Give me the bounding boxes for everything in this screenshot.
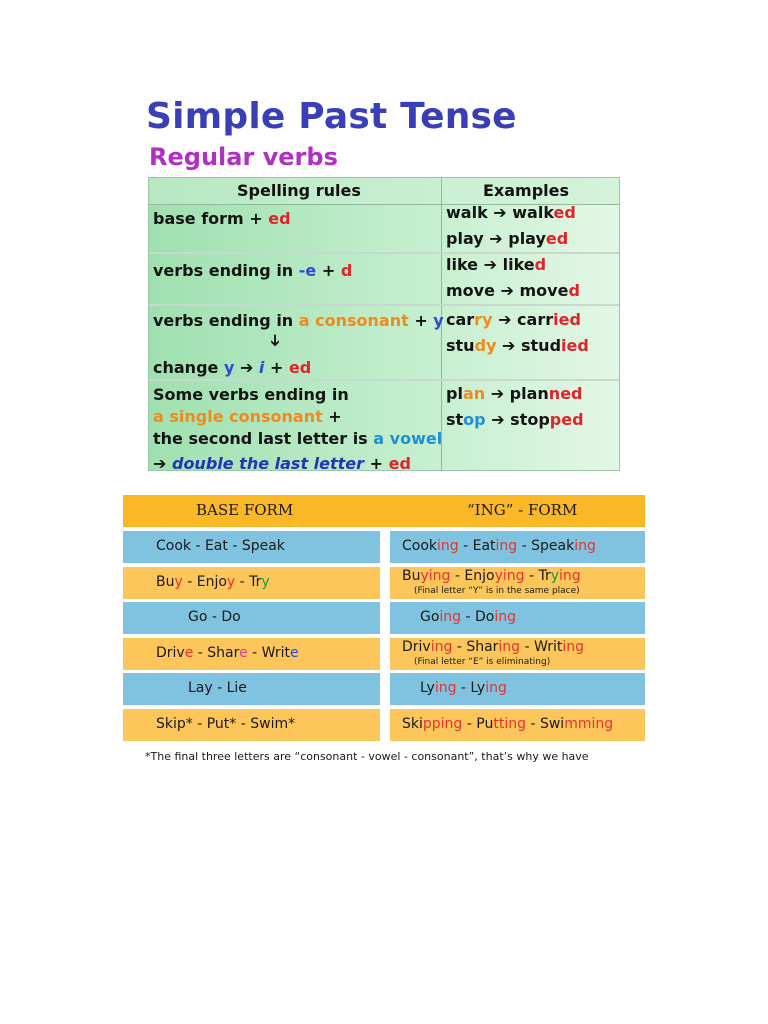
ing-form-cell — [390, 602, 645, 634]
rule-double-line1: Some verbs ending in — [153, 385, 349, 404]
base-text: Skip* - Put* - Swim* — [156, 715, 296, 732]
ing-form-cell — [390, 567, 645, 599]
ing-note: (Final letter “E” is eliminating) — [414, 656, 551, 667]
header-examples: Examples — [483, 181, 570, 200]
rule-ending-e: verbs ending in -e + d — [153, 261, 353, 280]
base-text: Lay - Lie — [188, 680, 247, 696]
arrow-down-icon: ➔ — [266, 333, 286, 348]
example-carried: carry ➔ carried — [446, 310, 581, 329]
rule-double-line2: a single consonant + — [153, 407, 342, 426]
base-form-cell — [123, 638, 380, 670]
rule-base-form: base form + ed — [153, 209, 291, 228]
ing-text: Going - Doing — [420, 609, 517, 625]
ing-text: Buying - Enjoying - Trying — [402, 567, 581, 584]
ing-note: (Final letter “Y” is in the same place) — [414, 585, 580, 596]
ing-form-cell — [390, 709, 645, 741]
header-base-form: BASE FORM — [196, 501, 294, 519]
row-divider — [149, 252, 619, 254]
ing-form-cell — [390, 673, 645, 705]
example-moved: move ➔ moved — [446, 281, 580, 300]
example-stopped: stop ➔ stopped — [446, 410, 584, 429]
ing-text: Lying - Lying — [420, 680, 507, 696]
base-form-cell — [123, 567, 380, 599]
rule-double-line4: ➔ double the last letter + ed — [153, 454, 411, 473]
rule-consonant-y: verbs ending in a consonant + y — [153, 311, 444, 330]
page-title: Simple Past Tense — [146, 96, 517, 137]
base-form-cell — [123, 531, 380, 563]
example-walked: walk ➔ walked — [446, 203, 576, 222]
page-subtitle: Regular verbs — [149, 143, 338, 171]
ing-text: Cooking - Eating - Speaking — [402, 538, 596, 554]
base-text: Go - Do — [188, 609, 241, 625]
example-liked: like ➔ liked — [446, 255, 547, 274]
header-spelling-rules: Spelling rules — [237, 181, 361, 200]
header-ing-form: “ING” - FORM — [467, 501, 578, 519]
base-form-cell — [123, 709, 380, 741]
ing-form-cell — [390, 638, 645, 670]
rule-double-line3: the second last letter is a vowel — [153, 429, 443, 448]
ing-text: Skipping - Putting - Swimming — [402, 715, 614, 732]
spelling-rules-table — [148, 177, 620, 471]
base-form-cell — [123, 673, 380, 705]
ing-text: Driving - Sharing - Writing — [402, 638, 585, 655]
row-divider — [149, 304, 619, 306]
rule-change-y: change y ➔ i + ed — [153, 358, 312, 377]
example-planned: plan ➔ planned — [446, 384, 583, 403]
footnote: *The final three letters are “consonant - vowel - consonant”, that’s why we have — [145, 750, 589, 763]
base-text: Buy - Enjoy - Try — [156, 573, 270, 590]
base-form-cell — [123, 602, 380, 634]
base-text: Cook - Eat - Speak — [156, 538, 285, 554]
ing-form-table — [123, 495, 645, 743]
base-text: Drive - Share - Write — [156, 644, 299, 661]
ing-form-cell — [390, 531, 645, 563]
example-studied: study ➔ studied — [446, 336, 589, 355]
row-divider — [149, 379, 619, 381]
example-played: play ➔ played — [446, 229, 569, 248]
